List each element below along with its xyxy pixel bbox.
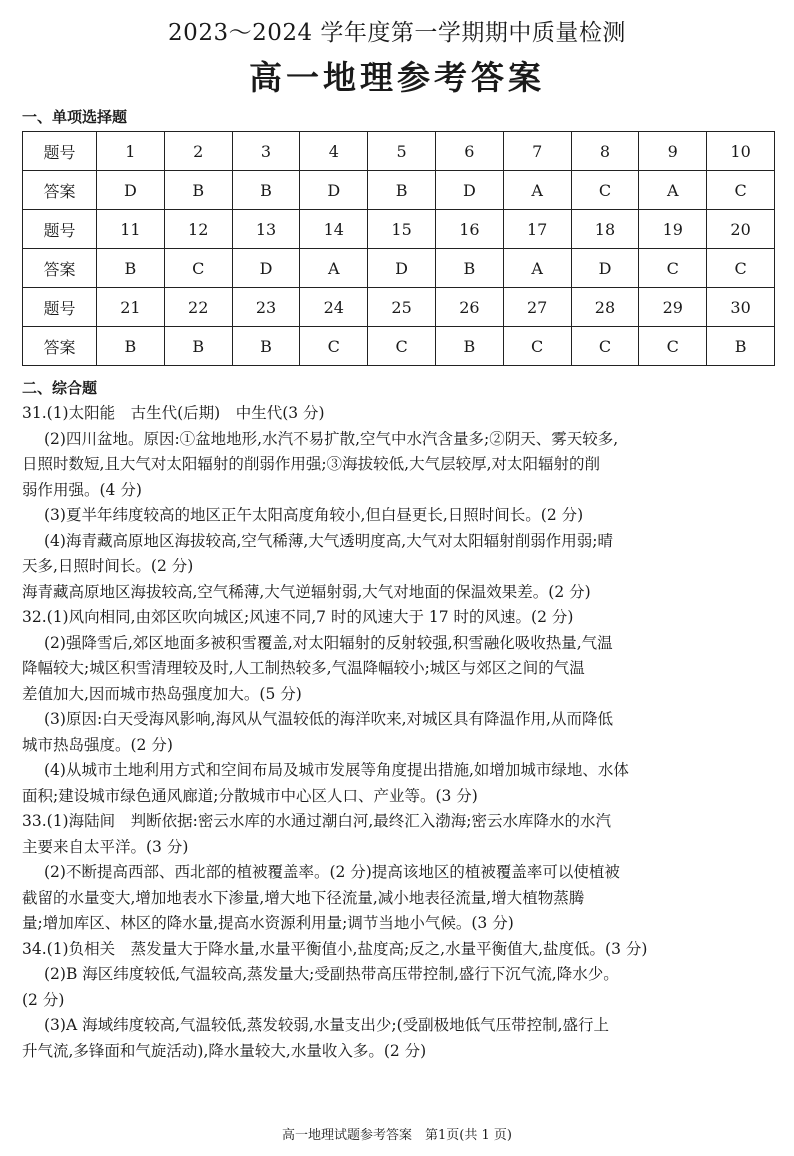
answer-cell: C: [639, 327, 707, 366]
row-label: 题号: [23, 288, 97, 327]
answer-cell: B: [164, 171, 232, 210]
answer-cell: 8: [571, 132, 639, 171]
answer-cell: 10: [707, 132, 775, 171]
answer-table: [22, 131, 775, 366]
answer-line: 32.(1)风向相同,由郊区吹向城区;风速不同,7 时的风速大于 17 时的风速。(2 分): [22, 608, 574, 626]
answer-cell: B: [232, 327, 300, 366]
answer-cell: C: [707, 249, 775, 288]
section-multiple-choice-title: 一、单项选择题: [22, 108, 128, 126]
answer-cell: B: [164, 327, 232, 366]
answer-line: (3)夏半年纬度较高的地区正午太阳高度角较小,但白昼更长,日照时间长。(2 分): [44, 506, 584, 524]
answer-line: 海青藏高原地区海拔较高,空气稀薄,大气逆辐射弱,大气对地面的保温效果差。(2 分): [22, 582, 591, 601]
answer-cell: 22: [164, 288, 232, 327]
row-label: 题号: [23, 210, 97, 249]
answer-line: 天多,日照时间长。(2 分): [22, 557, 194, 575]
answer-line: (2 分): [22, 990, 65, 1009]
answer-line: 弱作用强。(4 分): [22, 480, 142, 499]
answer-cell: D: [571, 249, 639, 288]
answer-line: 31.(1)太阳能 古生代(后期) 中生代(3 分): [22, 404, 325, 422]
answer-cell: B: [435, 327, 503, 366]
row-label: 题号: [23, 132, 97, 171]
row-label: 答案: [23, 249, 97, 288]
answer-cell: 9: [639, 132, 707, 171]
answer-cell: 24: [300, 288, 368, 327]
answer-line: (2)不断提高西部、西北部的植被覆盖率。(2 分)提高该地区的植被覆盖率可以使植被: [44, 863, 620, 881]
answer-line: 33.(1)海陆间 判断依据:密云水库的水通过潮白河,最终汇入渤海;密云水库降水的水汽: [22, 812, 611, 830]
answer-cell: 5: [368, 132, 436, 171]
answer-line: 降幅较大;城区积雪清理较及时,人工制热较多,气温降幅较小;城区与郊区之间的气温: [22, 659, 585, 677]
answer-line: (2)四川盆地。原因:①盆地地形,水汽不易扩散,空气中水汽含量多;②阴天、雾天较多,: [44, 429, 619, 448]
answer-cell: C: [300, 327, 368, 366]
answer-cell: B: [97, 249, 165, 288]
page-title: 高一地理参考答案: [249, 58, 545, 97]
answer-line: 量;增加库区、林区的降水量,提高水资源利用量;调节当地小气候。(3 分): [22, 914, 514, 932]
answer-cell: 23: [232, 288, 300, 327]
answer-cell: D: [232, 249, 300, 288]
answer-cell: 7: [503, 132, 571, 171]
answer-cell: B: [232, 171, 300, 210]
answer-cell: 25: [368, 288, 436, 327]
answer-cell: D: [300, 171, 368, 210]
answer-cell: A: [503, 249, 571, 288]
row-label: 答案: [23, 171, 97, 210]
answer-cell: C: [571, 171, 639, 210]
answer-table-row: [23, 171, 775, 210]
answer-line: 日照时数短,且大气对太阳辐射的削弱作用强;③海拔较低,大气层较厚,对太阳辐射的削: [22, 455, 601, 473]
answer-line: 面积;建设城市绿色通风廊道;分散城市中心区人口、产业等。(3 分): [22, 786, 478, 805]
answer-cell: C: [639, 249, 707, 288]
row-label: 答案: [23, 327, 97, 366]
answer-cell: B: [97, 327, 165, 366]
answer-cell: D: [368, 249, 436, 288]
answer-cell: C: [503, 327, 571, 366]
answer-cell: B: [368, 171, 436, 210]
answer-cell: 30: [707, 288, 775, 327]
exam-title: 2023～2024 学年度第一学期期中质量检测: [168, 20, 626, 46]
answer-cell: B: [435, 249, 503, 288]
answer-cell: A: [300, 249, 368, 288]
answer-line: (3)A 海域纬度较高,气温较低,蒸发较弱,水量支出少;(受副极地低气压带控制,盛行上: [44, 1016, 610, 1034]
answer-line: (4)海青藏高原地区海拔较高,空气稀薄,大气透明度高,大气对太阳辐射削弱作用弱;晴: [44, 531, 613, 550]
answer-table-row: [23, 132, 775, 171]
answer-line: (3)原因:白天受海风影响,海风从气温较低的海洋吹来,对城区具有降温作用,从而降低: [44, 710, 613, 728]
answer-cell: 27: [503, 288, 571, 327]
answer-table-row: [23, 249, 775, 288]
answer-line: (4)从城市土地利用方式和空间布局及城市发展等角度提出措施,如增加城市绿地、水体: [44, 761, 629, 779]
answer-cell: 28: [571, 288, 639, 327]
answer-cell: C: [707, 171, 775, 210]
answer-cell: C: [368, 327, 436, 366]
answer-cell: 6: [435, 132, 503, 171]
answer-cell: 15: [368, 210, 436, 249]
answer-line: (2)强降雪后,郊区地面多被积雪覆盖,对太阳辐射的反射较强,积雪融化吸收热量,气温: [44, 633, 613, 652]
answer-line: 截留的水量变大,增加地表水下渗量,增大地下径流量,减小地表径流量,增大植物蒸腾: [22, 888, 585, 907]
answer-cell: 1: [97, 132, 165, 171]
answer-cell: A: [639, 171, 707, 210]
answer-table-row: [23, 327, 775, 366]
answer-cell: D: [435, 171, 503, 210]
answer-cell: 18: [571, 210, 639, 249]
answer-cell: B: [707, 327, 775, 366]
answer-cell: C: [571, 327, 639, 366]
page-footer: 高一地理试题参考答案 第1页(共 1 页): [282, 1128, 512, 1143]
answer-line: 主要来自太平洋。(3 分): [22, 837, 189, 856]
answer-cell: 4: [300, 132, 368, 171]
answer-line: 城市热岛强度。(2 分): [22, 735, 173, 754]
section-comprehensive-title: 二、综合题: [22, 379, 98, 397]
answer-cell: 13: [232, 210, 300, 249]
answer-cell: 20: [707, 210, 775, 249]
answer-cell: 3: [232, 132, 300, 171]
answer-table-row: [23, 288, 775, 327]
answer-cell: 2: [164, 132, 232, 171]
answer-cell: A: [503, 171, 571, 210]
answer-cell: D: [97, 171, 165, 210]
answer-cell: 21: [97, 288, 165, 327]
answer-cell: 11: [97, 210, 165, 249]
answer-cell: 12: [164, 210, 232, 249]
comprehensive-answers: [22, 401, 782, 1064]
answer-cell: C: [164, 249, 232, 288]
answer-line: (2)B 海区纬度较低,气温较高,蒸发量大;受副热带高压带控制,盛行下沉气流,降水少。: [44, 965, 619, 983]
answer-line: 差值加大,因而城市热岛强度加大。(5 分): [22, 684, 302, 703]
answer-cell: 19: [639, 210, 707, 249]
answer-cell: 16: [435, 210, 503, 249]
answer-table-row: [23, 210, 775, 249]
answer-cell: 26: [435, 288, 503, 327]
answer-line: 34.(1)负相关 蒸发量大于降水量,水量平衡值小,盐度高;反之,水量平衡值大,盐度低。(3 分): [22, 939, 648, 958]
answer-cell: 17: [503, 210, 571, 249]
answer-cell: 14: [300, 210, 368, 249]
answer-cell: 29: [639, 288, 707, 327]
answer-line: 升气流,多锋面和气旋活动),降水量较大,水量收入多。(2 分): [22, 1041, 427, 1060]
